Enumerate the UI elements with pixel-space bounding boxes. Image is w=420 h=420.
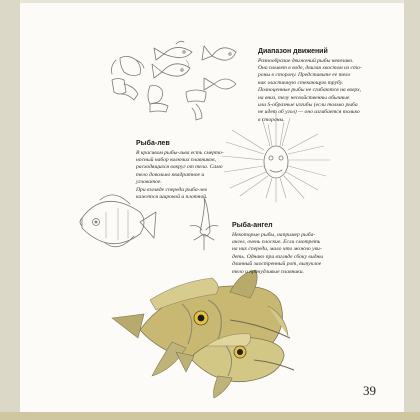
section-lionfish: [136, 140, 228, 201]
text-line: Разнообразие движений рыбы невелико.: [258, 57, 354, 64]
small-fish-sketches: [152, 41, 236, 90]
text-line: тело и причудливые плавники.: [232, 268, 304, 275]
section-range-of-motion: [258, 48, 368, 124]
text-line: деть. Однако при взгляде сбоку видны: [232, 253, 324, 260]
text-line: В красивом рыбы-льва есть смерто-: [136, 149, 224, 156]
page-number: 39: [363, 383, 376, 398]
lionfish-sketch: [222, 112, 330, 202]
text-line: носный набор колючих плавников,: [136, 157, 216, 164]
section-title: Рыба-ангел: [232, 222, 273, 229]
text-line: на них спереди, мало что можно уви-: [232, 246, 322, 253]
tube-sketches: [112, 56, 207, 120]
text-line: роны в сторону. Представьте ее тело: [258, 72, 351, 79]
section-angelfish: [232, 222, 342, 276]
text-line: не идет об угол) — оно изгибается только: [258, 109, 360, 116]
angelfish-front-sketch: [190, 198, 218, 250]
section-title: Рыба-лев: [136, 140, 170, 147]
coralfish-sketch: [80, 195, 156, 247]
text-line: кажется широкой и плотной.: [136, 193, 208, 200]
text-line: в стороны.: [258, 116, 285, 123]
text-line: тело довольно квадратное и угловатое.: [136, 171, 205, 186]
text-line: расходящихся вокруг от тела. Само: [136, 164, 223, 171]
text-line: При взгляде спереди рыба-лев: [136, 186, 207, 193]
section-body: [232, 232, 342, 276]
text-line: длинный заостренный рот, выпуклое: [232, 261, 322, 268]
text-line: как эластичную стекающую трубу.: [258, 79, 344, 86]
section-body: [258, 58, 368, 124]
text-line: Полноценные рыбы не сгибаются на вверх,: [258, 87, 362, 94]
text-line: Некоторые рыбы, например рыба-: [232, 231, 316, 238]
text-line: или S-образные изгибы (если только рыба: [258, 101, 358, 108]
text-line: Она плывет в воде, двигая хвостом из сто-: [258, 65, 362, 72]
text-line: на вниз, телу несвойственны обычные: [258, 94, 350, 101]
text-line: ангел, очень плоские. Если смотреть: [232, 239, 321, 246]
section-title: Диапазон движений: [258, 48, 328, 55]
section-body: [136, 150, 228, 202]
